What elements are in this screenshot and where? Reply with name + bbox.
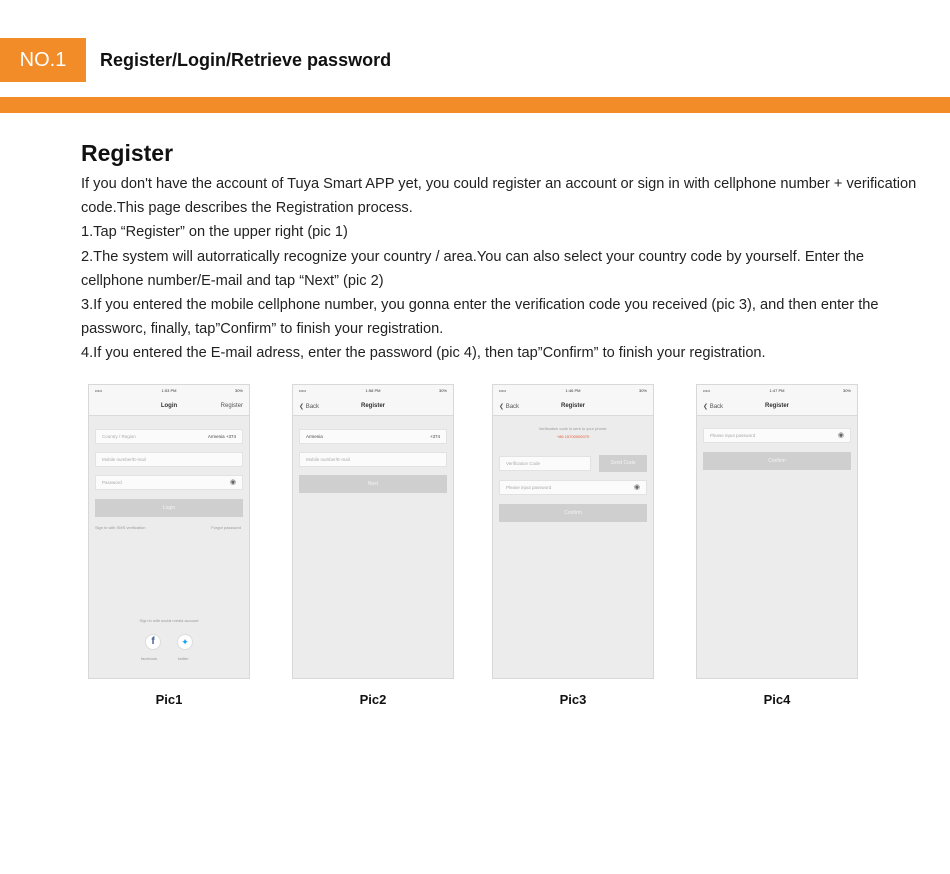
login-button[interactable]: Login [95, 499, 243, 517]
verification-code-input[interactable]: Verification Code [499, 456, 591, 471]
back-label: Back [505, 404, 520, 410]
caption-pic1: Pic1 [155, 692, 183, 707]
mobile-email-input[interactable]: Mobile number/E-mail [95, 452, 243, 467]
phone-screenshot-login [88, 384, 250, 679]
nav-bar [697, 397, 857, 416]
send-code-button[interactable]: Send Code [599, 455, 647, 472]
nav-bar [293, 397, 453, 416]
step-1: 1.Tap “Register” on the upper right (pic 1) [81, 224, 348, 241]
nav-bar [89, 397, 249, 416]
header-divider-bar [0, 97, 950, 113]
chevron-left-icon: ❮ [499, 404, 505, 410]
battery-icon: 30% [638, 388, 647, 393]
chevron-left-icon: ❮ [299, 404, 305, 410]
country-value: Armenia +374 [207, 434, 236, 439]
code-sent-text: Verification code is sent to your phone: [538, 426, 608, 431]
password-placeholder: Please input password [506, 485, 552, 490]
intro-paragraph: If you don't have the account of Tuya Smart APP yet, you could register an account or sign in with cellphone number + verification code.This page describes the Registration process. [81, 176, 917, 217]
facebook-icon[interactable]: f [145, 634, 161, 650]
forgot-password-link[interactable]: Forgot password [211, 525, 241, 530]
chevron-left-icon: ❮ [703, 404, 709, 410]
status-time: 1:47 PM [769, 388, 785, 393]
status-bar [293, 385, 453, 397]
battery-icon: 30% [234, 388, 243, 393]
nav-title: Login [160, 403, 178, 409]
eye-icon[interactable]: ◉ [229, 479, 236, 486]
phone-number: +86 15700000070 [556, 434, 590, 439]
password-input[interactable] [703, 428, 851, 443]
eye-icon[interactable]: ◉ [837, 432, 844, 439]
password-input[interactable] [95, 475, 243, 490]
caption-pic4: Pic4 [763, 692, 791, 707]
twitter-label: twitter [178, 656, 189, 661]
section-title-header: Register/Login/Retrieve password [100, 50, 392, 70]
status-time: 1:46 PM [565, 388, 581, 393]
confirm-button[interactable]: Confirm [703, 452, 851, 470]
signal-icon: ••••• [499, 388, 507, 393]
country-field[interactable] [299, 429, 447, 444]
phone-screenshot-email-password [696, 384, 858, 679]
nav-bar [493, 397, 653, 416]
caption-pic2: Pic2 [359, 692, 387, 707]
step-3: 3.If you entered the mobile cellphone number, you gonna enter the verification code you received (pic 3), and then enter the passworc, finally, tap”Confirm” to finish your registration. [81, 297, 879, 338]
section-number-badge: NO.1 [0, 38, 86, 82]
facebook-label: facebook [141, 656, 158, 661]
nav-title: Register [764, 403, 789, 409]
status-time: 1:53 PM [161, 388, 177, 393]
country-field[interactable] [95, 429, 243, 444]
mobile-email-input[interactable]: Mobile number/E-mail [299, 452, 447, 467]
caption-pic3: Pic3 [559, 692, 587, 707]
step-4: 4.If you entered the E-mail adress, enter the password (pic 4), then tap”Confirm” to finish your registration. [81, 345, 766, 362]
step-2: 2.The system will autorratically recognize your country / area.You can also select your country code by yourself. Enter the cellphone number/E-mail and tap “Next” (pic 2) [81, 248, 865, 289]
back-label: Back [709, 404, 724, 410]
nav-title: Register [560, 403, 585, 409]
status-bar [89, 385, 249, 397]
back-label: Back [305, 404, 320, 410]
battery-icon: 30% [842, 388, 851, 393]
instructions-block [81, 172, 921, 366]
register-link[interactable]: Register [220, 403, 243, 409]
signal-icon: ••••• [95, 388, 103, 393]
password-input[interactable] [499, 480, 647, 495]
signal-icon: ••••• [299, 388, 307, 393]
phone-screenshot-verification [492, 384, 654, 679]
status-time: 1:58 PM [365, 388, 381, 393]
sms-login-link[interactable]: Sign in with SMS verification [95, 525, 146, 530]
phone-screenshot-register [292, 384, 454, 679]
eye-icon[interactable]: ◉ [633, 484, 640, 491]
signal-icon: ••••• [703, 388, 711, 393]
register-heading: Register [81, 140, 174, 166]
battery-icon: 30% [438, 388, 447, 393]
country-code: +374 [429, 434, 440, 439]
social-login-label: Sign in with social media account [139, 618, 199, 623]
next-button[interactable]: Next [299, 475, 447, 493]
confirm-button[interactable]: Confirm [499, 504, 647, 522]
password-placeholder: Please input password [710, 433, 756, 438]
status-bar [493, 385, 653, 397]
nav-title: Register [360, 403, 385, 409]
country-value: Armenia [306, 434, 323, 439]
status-bar [697, 385, 857, 397]
country-label: Country / Region [102, 434, 136, 439]
password-placeholder: Password [102, 480, 122, 485]
twitter-icon[interactable]: ✦ [177, 634, 193, 650]
